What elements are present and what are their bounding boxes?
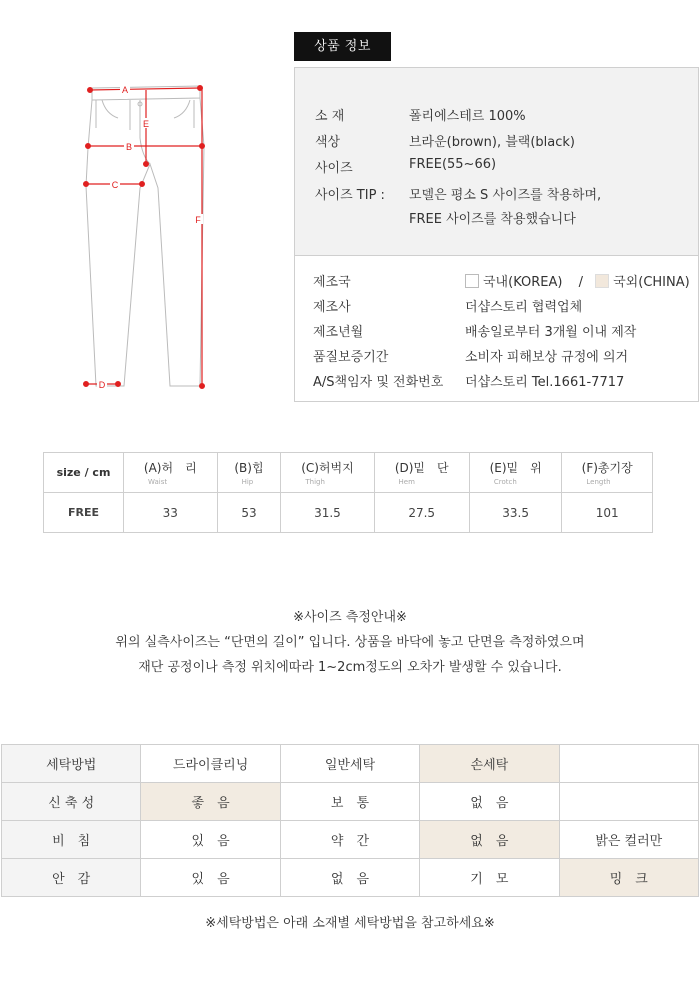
maker-value: 더샵스토리 협력업체: [465, 300, 583, 315]
wash-row-label: 신 축 성: [2, 783, 141, 821]
product-info-box: [294, 67, 699, 402]
spec-value: 폴리에스테르 100%: [409, 109, 526, 124]
wash-cell-selected: 좋 음: [141, 783, 280, 821]
size-column-header: (C)허벅지 Thigh: [281, 453, 374, 493]
table-row: [2, 783, 699, 821]
wash-cell: 일반세탁: [280, 745, 419, 783]
wash-cell-selected: 없 음: [420, 821, 559, 859]
size-value-length: 101: [562, 493, 653, 533]
spec-value: 모델은 평소 S 사이즈를 착용하며,: [409, 188, 602, 203]
spec-label: 사이즈: [315, 161, 353, 176]
spec-value: 브라운(brown), 블랙(black): [409, 135, 575, 150]
spec-value: FREE 사이즈를 착용했습니다: [409, 212, 576, 227]
pants-diagram: [66, 78, 226, 398]
wash-cell: [559, 783, 698, 821]
diagram-label-c: C: [111, 180, 119, 190]
wash-cell: 없 음: [420, 783, 559, 821]
maker-value: 더샵스토리 Tel.1661-7717: [465, 375, 625, 390]
maker-value: 소비자 피해보상 규정에 의거: [465, 350, 629, 365]
maker-label: 품질보증기간: [313, 350, 389, 365]
spec-label: 사이즈 TIP :: [315, 188, 385, 203]
table-row: [44, 493, 653, 533]
spec-value: FREE(55~66): [409, 157, 497, 172]
wash-cell: 약 간: [280, 821, 419, 859]
size-value-waist: 33: [124, 493, 218, 533]
wash-cell: 있 음: [141, 859, 280, 897]
origin-domestic-label: 국내(KOREA): [483, 275, 563, 290]
diagram-label-e: E: [142, 119, 150, 129]
maker-label: 제조년월: [313, 325, 364, 340]
size-table-corner: size / cm: [44, 453, 124, 493]
maker-label: A/S책임자 및 전화번호: [313, 375, 444, 390]
wash-footnote: ※세탁방법은 아래 소재별 세탁방법을 참고하세요※: [205, 916, 495, 931]
section-title: 상품 정보: [294, 32, 391, 61]
diagram-label-b: B: [125, 142, 133, 152]
spec-label: 소 재: [315, 109, 345, 124]
wash-cell-selected: 손세탁: [420, 745, 559, 783]
table-row: [2, 745, 699, 783]
origin-separator: /: [578, 275, 583, 290]
diagram-label-f: F: [195, 215, 201, 225]
spec-label: 색상: [315, 135, 341, 150]
wash-row-label: 안 감: [2, 859, 141, 897]
wash-cell: 기 모: [420, 859, 559, 897]
size-column-header: (E)밑 위 Crotch: [469, 453, 561, 493]
diagram-label-d: D: [98, 380, 106, 390]
origin-domestic-checkbox[interactable]: [465, 274, 479, 288]
size-guide-title: ※사이즈 측정안내※: [293, 610, 407, 625]
wash-cell-selected: 밍 크: [559, 859, 698, 897]
origin-options: [465, 271, 690, 290]
size-value-thigh: 31.5: [281, 493, 374, 533]
size-label: FREE: [44, 493, 124, 533]
size-table: [43, 452, 653, 533]
size-column-header: (F)총기장 Length: [562, 453, 653, 493]
wash-row-label: 세탁방법: [2, 745, 141, 783]
wash-cell: 드라이클리닝: [141, 745, 280, 783]
wash-cell: 있 음: [141, 821, 280, 859]
size-column-header: (A)허 리 Waist: [124, 453, 218, 493]
wash-cell: [559, 745, 698, 783]
maker-label: 제조사: [313, 300, 351, 315]
size-table-header: [44, 453, 653, 493]
size-column-header: (D)밑 단 Hem: [374, 453, 469, 493]
size-value-hip: 53: [217, 493, 281, 533]
size-value-hem: 27.5: [374, 493, 469, 533]
table-row: [2, 821, 699, 859]
wash-cell: 보 통: [280, 783, 419, 821]
origin-label: 제조국: [313, 275, 351, 290]
size-guide-line: 재단 공정이나 측정 위치에따라 1~2cm정도의 오차가 발생할 수 있습니다.: [138, 660, 562, 675]
size-guide: [0, 605, 700, 680]
origin-foreign-checkbox[interactable]: [595, 274, 609, 288]
wash-table: [1, 744, 699, 897]
product-spec-panel: [295, 68, 698, 256]
wash-row-label: 비 침: [2, 821, 141, 859]
diagram-label-a: A: [121, 85, 129, 95]
maker-value: 배송일로부터 3개월 이내 제작: [465, 325, 637, 340]
size-guide-line: 위의 실측사이즈는 “단면의 길이” 입니다. 상품을 바닥에 놓고 단면을 측정하였으며: [115, 635, 585, 650]
size-value-crotch: 33.5: [469, 493, 561, 533]
wash-cell: 밝은 컬러만: [559, 821, 698, 859]
origin-foreign-label: 국외(CHINA): [613, 275, 690, 290]
size-column-header: (B)힙 Hip: [217, 453, 281, 493]
wash-cell: 없 음: [280, 859, 419, 897]
table-row: [2, 859, 699, 897]
